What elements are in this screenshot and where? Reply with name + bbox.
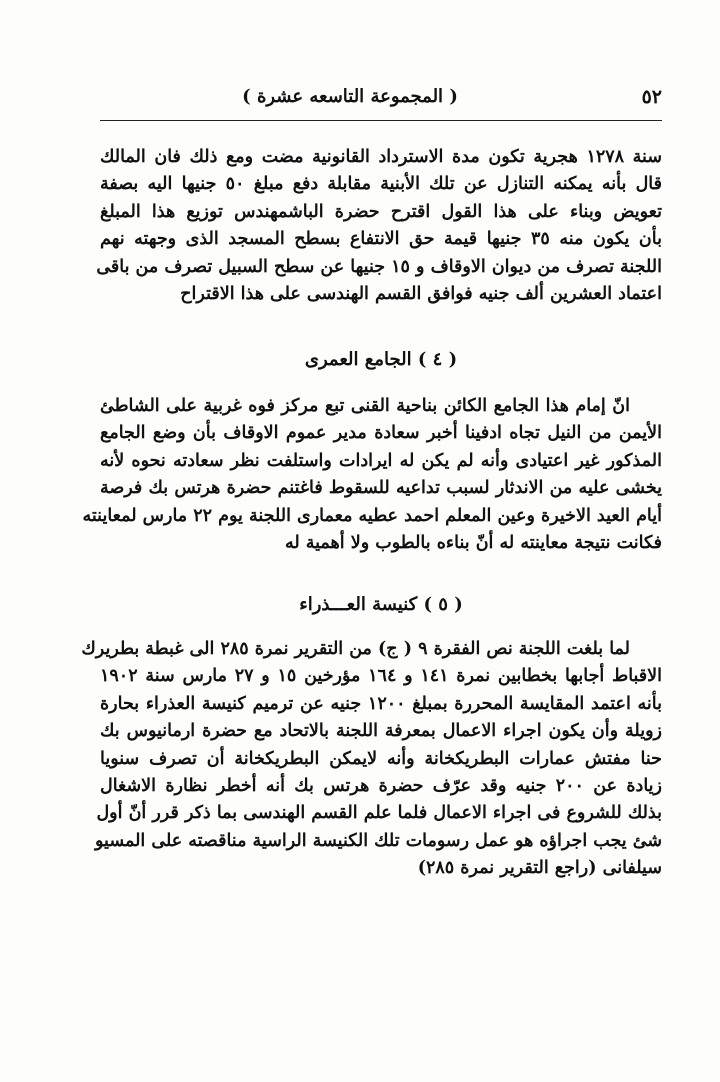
text-line: المذكور غير اعتيادى وأنه لم يكن له ايرادات واستلفت نظر سعادته نحوه لأنه — [100, 450, 662, 471]
text-line: بذلك للشروع فى اجراء الاعمال فلما علم القسم الهندسى بما ذكر قرر أنّ أول — [96, 803, 662, 824]
section-5-paragraph — [81, 636, 663, 883]
text-line: سيلفانى (راجع التقرير نمرة ٢٨٥) — [417, 858, 662, 879]
text-line: فكانت نتيجة معاينته له أنّ بناءه بالطوب ولا أهمية له — [284, 532, 662, 553]
text-line: اللجنة تصرف من ديوان الاوقاف و ١٥ جنيها عن سطح السبيل تصرف من باقى — [96, 256, 662, 277]
text-line: الأيمن من النيل تجاه ادفينا أخبر سعادة مدير عموم الاوقاف بأن وضع الجامع — [100, 423, 662, 444]
section-4-paragraph — [82, 393, 662, 557]
text-line: تعويض وبناء على هذا القول اقترح حضرة الباشمهندس توزيع هذا المبلغ — [100, 201, 662, 222]
text-line: حنا مفتش عمارات البطريكخانة وأنه لايمكن البطريكخانة أن تصرف سنويا — [100, 748, 662, 769]
text-line: لما بلغت اللجنة نص الفقرة ٩ ( ج) من التقرير نمرة ٢٨٥ الى غبطة بطريرك — [81, 639, 630, 659]
text-line: انّ إمام هذا الجامع الكائن بناحية القنى تبع مركز فوه غربية على الشاطئ — [100, 396, 630, 416]
text-line: قال بأنه يمكنه التنازل عن تلك الأبنية مقابلة دفع مبلغ ٥٠ جنيها اليه بصفة — [100, 174, 662, 195]
paragraph-1 — [96, 144, 663, 308]
header-rule — [100, 120, 662, 121]
text-line: بأنه اعتمد المقايسة المحررة بمبلغ ١٢٠٠ جنيه عن ترميم كنيسة العذراء بحارة — [100, 693, 662, 714]
text-line: يخشى عليه من الاندثار لسبب تداعيه للسقوط فاغتنم حضرة هرتس بك فرصة — [100, 478, 662, 499]
text-line: الاقباط أجابها بخطابين نمرة ١٤١ و ١٦٤ مؤرخين ١٥ و ٢٧ مارس سنة ١٩٠٢ — [100, 666, 663, 687]
text-line: شئ يجب اجراؤه هو عمل رسومات تلك الكنيسة الراسية مناقصته على المسيو — [95, 830, 662, 851]
page-number: ٥٢ — [641, 86, 662, 108]
text-line: زيادة عن ٢٠٠ جنيه وقد عرّف حضرة هرتس بك أنه أخطر نظارة الاشغال — [100, 775, 662, 796]
text-line: اعتماد العشرين ألف جنيه فوافق القسم الهندسى على هذا الاقتراح — [180, 283, 662, 304]
running-header-title: ( المجموعة التاسعه عشرة ) — [242, 86, 458, 107]
text-line: أيام العيد الاخيرة وعين المعلم احمد عطيه معمارى اللجنة يوم ٢٢ مارس لمعاينته — [82, 505, 662, 526]
section-5-heading: ( ٥ ) كنيسة العـــذراء — [299, 594, 463, 615]
text-line: بأن يكون منه ٣٥ جنيها قيمة حق الانتفاع بسطح المسجد الذى وجهته نهم — [100, 229, 662, 250]
section-4-heading: ( ٤ ) الجامع العمرى — [304, 349, 458, 370]
text-line: زويلة وأن يكون اجراء الاعمال بمعرفة اللجنة بالاتحاد مع حضرة ارمانيوس بك — [100, 721, 662, 742]
text-line: سنة ١٢٧٨ هجرية تكون مدة الاسترداد القانونية مضت ومع ذلك فان المالك — [100, 147, 663, 167]
